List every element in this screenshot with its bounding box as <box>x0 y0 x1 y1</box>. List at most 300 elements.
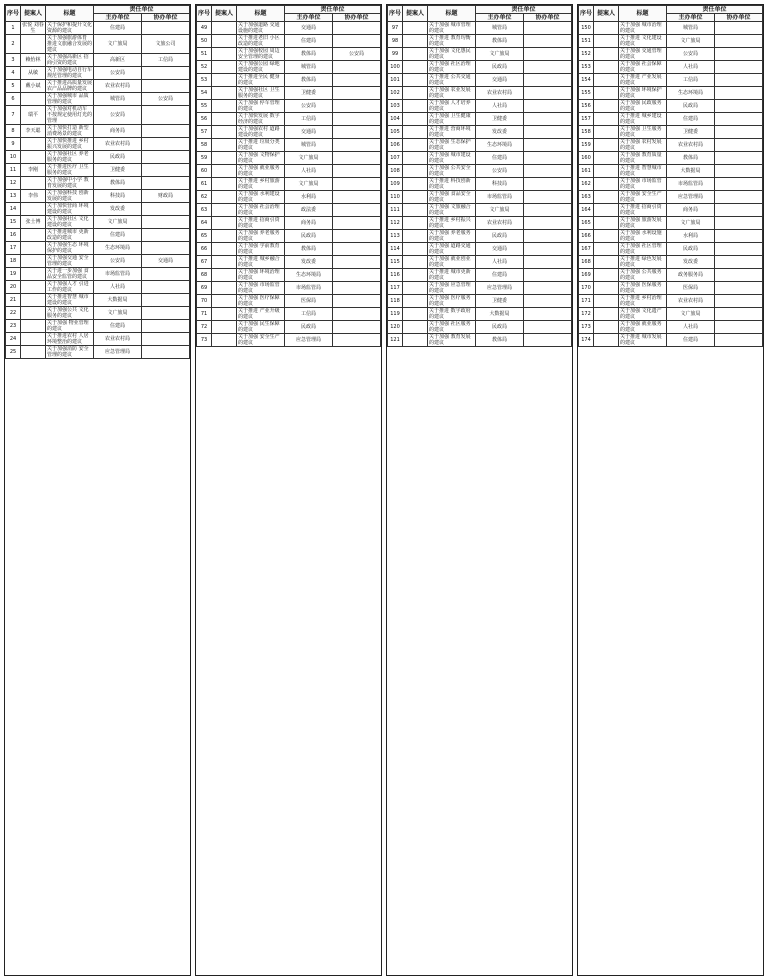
row-proposer-cell <box>212 243 237 256</box>
row-assist-unit-cell <box>142 138 190 151</box>
row-title-cell: 关于加强 公共安全的建议 <box>428 165 476 178</box>
row-title-cell: 关于保护和提升文化 资源的建议 <box>47 22 93 34</box>
table-row <box>6 125 190 138</box>
row-proposer-cell <box>21 346 46 359</box>
row-seq-cell: 102 <box>388 87 403 100</box>
row-main-unit-cell: 农业农村局 <box>94 80 142 93</box>
table-row <box>388 165 572 178</box>
row-proposer-cell <box>594 165 619 178</box>
table-row <box>388 243 572 256</box>
row-assist-unit-cell <box>333 191 381 204</box>
row-seq-cell: 57 <box>197 126 212 139</box>
table-row <box>197 61 381 74</box>
row-assist-unit-cell <box>142 22 190 35</box>
table-row <box>388 126 572 139</box>
row-seq-cell: 109 <box>388 178 403 191</box>
row-proposer-cell <box>403 204 428 217</box>
row-proposer-cell <box>212 204 237 217</box>
row-assist-unit-cell <box>715 256 763 269</box>
table-row <box>6 67 190 80</box>
row-title-cell: 关于推进 乡村振兴的建议 <box>428 217 476 230</box>
row-assist-unit-cell <box>333 178 381 191</box>
row-assist-unit-cell <box>333 126 381 139</box>
row-assist-unit-cell <box>715 269 763 282</box>
table-row <box>388 308 572 321</box>
table-row <box>6 190 190 203</box>
table-row <box>6 346 190 359</box>
row-seq-cell: 22 <box>6 307 21 320</box>
row-proposer-cell: 张士博 <box>21 216 46 229</box>
table-row <box>197 22 381 35</box>
row-title-cell: 关于推进 招商引资的建议 <box>619 204 667 217</box>
row-main-unit-cell: 文广旅局 <box>667 217 715 230</box>
table-row <box>388 113 572 126</box>
row-proposer-cell <box>212 217 237 230</box>
row-assist-unit-cell <box>524 48 572 61</box>
row-proposer-cell <box>403 295 428 308</box>
row-proposer-cell <box>403 35 428 48</box>
row-proposer-cell: 戴小斌 <box>21 80 46 93</box>
row-proposer-cell <box>212 126 237 139</box>
row-main-unit-cell: 科技局 <box>476 178 524 191</box>
row-assist-unit-cell <box>524 295 572 308</box>
table-row <box>579 217 763 230</box>
header-title: 标题 <box>428 6 476 22</box>
row-title-cell: 关于加强 水利建设的建议 <box>237 191 285 204</box>
table-row <box>6 35 190 54</box>
row-main-unit-cell: 市场监管局 <box>94 268 142 281</box>
row-title-cell: 关于加强 应急管理的建议 <box>428 282 476 295</box>
row-assist-unit-cell <box>333 165 381 178</box>
row-assist-unit-cell <box>715 204 763 217</box>
row-main-unit-cell: 大数据局 <box>667 165 715 178</box>
row-proposer-cell <box>212 35 237 48</box>
row-assist-unit-cell <box>333 152 381 165</box>
row-assist-unit-cell <box>333 22 381 35</box>
row-assist-unit-cell <box>715 100 763 113</box>
row-main-unit-cell: 文广旅局 <box>285 178 333 191</box>
row-title-cell: 关于加强社区 卫生服务的建议 <box>237 87 285 100</box>
row-assist-unit-cell <box>142 203 190 216</box>
row-assist-unit-cell <box>142 346 190 359</box>
table-body <box>197 22 381 347</box>
table-column-4 <box>577 4 764 976</box>
table-row <box>6 216 190 229</box>
row-proposer-cell <box>212 308 237 321</box>
row-proposer-cell <box>21 307 46 320</box>
row-title-cell: 关于加强旅游体育 推进文旅融合发展的建议 <box>47 35 93 53</box>
row-main-unit-cell: 教体局 <box>285 74 333 87</box>
header-seq: 序号 <box>388 6 403 22</box>
row-assist-unit-cell: 工信局 <box>142 54 190 67</box>
table-row <box>6 138 190 151</box>
table-row <box>6 229 190 242</box>
table-row <box>6 268 190 281</box>
row-proposer-cell: 赖怡林 <box>21 54 46 67</box>
row-main-unit-cell: 人社局 <box>94 281 142 294</box>
header-responsible: 责任单位 <box>94 6 190 14</box>
row-title-cell: 关于推进农村 人居环境整治的建议 <box>46 333 94 346</box>
table-row <box>579 113 763 126</box>
row-seq-cell: 8 <box>6 125 21 138</box>
row-seq-cell: 120 <box>388 321 403 334</box>
row-proposer-cell <box>403 22 428 35</box>
row-assist-unit-cell <box>333 243 381 256</box>
row-assist-unit-cell <box>715 191 763 204</box>
header-proposer: 提案人 <box>212 6 237 22</box>
row-main-unit-cell: 公安局 <box>285 100 333 113</box>
row-proposer-cell <box>594 22 619 35</box>
row-assist-unit-cell <box>142 268 190 281</box>
row-main-unit-cell: 交通局 <box>285 126 333 139</box>
row-main-unit-cell: 发改委 <box>94 203 142 216</box>
row-main-unit-cell: 住建局 <box>667 334 715 347</box>
table-row <box>579 178 763 191</box>
row-main-unit-cell: 民政局 <box>285 230 333 243</box>
row-assist-unit-cell <box>524 100 572 113</box>
row-title-cell: 关于进一步加强 食品安全监管的建议 <box>46 268 94 281</box>
row-main-unit-cell: 农业农村局 <box>667 139 715 152</box>
row-main-unit-cell: 交通局 <box>285 22 333 35</box>
row-main-unit-cell: 城管局 <box>285 139 333 152</box>
row-seq-cell: 54 <box>197 87 212 100</box>
row-assist-unit-cell <box>142 216 190 229</box>
row-title-cell: 关于加强高新区 招商引资的建议 <box>46 54 94 67</box>
row-seq-cell: 16 <box>6 229 21 242</box>
table-row <box>388 87 572 100</box>
row-main-unit-cell: 文广旅局 <box>94 307 142 320</box>
table-row <box>388 191 572 204</box>
row-assist-unit-cell <box>524 22 572 35</box>
row-title-cell: 关于加强公共 文化服务的建议 <box>46 307 94 320</box>
row-proposer-cell <box>403 269 428 282</box>
row-proposer-cell <box>403 178 428 191</box>
row-assist-unit-cell <box>524 165 572 178</box>
row-title-cell: 关于加强 生态保护的建议 <box>428 139 476 152</box>
row-title-cell: 关于加强交通 安全管理的建议 <box>46 255 94 268</box>
row-proposer-cell <box>594 100 619 113</box>
header-title: 标题 <box>237 6 285 22</box>
row-assist-unit-cell <box>142 294 190 307</box>
row-main-unit-cell: 住建局 <box>476 269 524 282</box>
row-title-cell: 关于加强 民生保障的建议 <box>237 321 285 334</box>
row-seq-cell: 56 <box>197 113 212 126</box>
row-title-cell: 关于推进 产业升级的建议 <box>237 308 285 321</box>
row-seq-cell: 24 <box>6 333 21 346</box>
row-seq-cell: 169 <box>579 269 594 282</box>
table-row <box>197 113 381 126</box>
row-main-unit-cell: 生态环境局 <box>476 139 524 152</box>
row-main-unit-cell: 民政局 <box>476 230 524 243</box>
row-proposer-cell <box>212 295 237 308</box>
row-main-unit-cell: 医保局 <box>667 282 715 295</box>
row-proposer-cell <box>21 281 46 294</box>
row-assist-unit-cell <box>142 307 190 320</box>
row-title-cell: 关于加强对机动车 不按规定使用灯光的管理 <box>47 106 93 124</box>
row-seq-cell: 116 <box>388 269 403 282</box>
row-main-unit-cell: 卫健委 <box>285 87 333 100</box>
row-title-cell: 关于加强 安全生产的建议 <box>619 191 667 204</box>
row-seq-cell: 98 <box>388 35 403 48</box>
row-seq-cell: 165 <box>579 217 594 230</box>
row-proposer-cell <box>21 294 46 307</box>
row-main-unit-cell: 文广旅局 <box>667 308 715 321</box>
table-row <box>388 152 572 165</box>
table-row <box>579 204 763 217</box>
row-proposer-cell <box>212 321 237 334</box>
row-seq-cell: 172 <box>579 308 594 321</box>
row-seq-cell: 99 <box>388 48 403 61</box>
row-main-unit-cell: 教体局 <box>476 35 524 48</box>
proposal-table <box>196 5 381 347</box>
row-seq-cell: 105 <box>388 126 403 139</box>
table-row <box>388 100 572 113</box>
row-title-cell: 关于推进 乡村旅游的建议 <box>237 178 285 191</box>
row-proposer-cell <box>403 243 428 256</box>
row-proposer-cell <box>403 74 428 87</box>
table-row <box>388 230 572 243</box>
row-main-unit-cell: 文广旅局 <box>476 204 524 217</box>
table-row <box>197 321 381 334</box>
table-row <box>579 230 763 243</box>
row-title-cell: 关于加强社区 文化建设的建议 <box>46 216 94 229</box>
row-proposer-cell <box>21 242 46 255</box>
row-assist-unit-cell <box>524 321 572 334</box>
row-proposer-cell <box>212 152 237 165</box>
row-title-cell: 关于加强 文旅融合的建议 <box>428 204 476 217</box>
row-assist-unit-cell: 公安局 <box>333 48 381 61</box>
row-main-unit-cell: 公安局 <box>94 106 142 125</box>
row-main-unit-cell: 市场监管局 <box>476 191 524 204</box>
row-title-cell: 关于加强 社区管理的建议 <box>619 243 667 256</box>
header-seq: 序号 <box>579 6 594 22</box>
row-proposer-cell <box>594 230 619 243</box>
table-row <box>579 321 763 334</box>
row-seq-cell: 106 <box>388 139 403 152</box>
row-title-cell: 关于推进高质量发展 农产品品牌的建议 <box>47 80 93 92</box>
row-proposer-cell <box>212 230 237 243</box>
row-seq-cell: 164 <box>579 204 594 217</box>
row-proposer-cell <box>594 61 619 74</box>
table-row <box>6 333 190 346</box>
row-assist-unit-cell <box>333 230 381 243</box>
row-title-cell: 关于加强电动自行车 规范管理的建议 <box>47 67 93 79</box>
row-main-unit-cell: 农业农村局 <box>476 217 524 230</box>
table-row <box>6 80 190 93</box>
row-assist-unit-cell <box>715 334 763 347</box>
row-proposer-cell <box>594 243 619 256</box>
row-title-cell: 关于推进 智慧城市的建议 <box>619 165 667 178</box>
table-row <box>197 139 381 152</box>
row-seq-cell: 67 <box>197 256 212 269</box>
row-title-cell: 关于加强 市场监管的建议 <box>619 178 667 191</box>
table-row <box>197 204 381 217</box>
row-seq-cell: 69 <box>197 282 212 295</box>
table-row <box>6 22 190 35</box>
row-title-cell: 关于加强 卫生服务的建议 <box>619 126 667 139</box>
row-title-cell: 关于推进 招商引资的建议 <box>237 217 285 230</box>
row-assist-unit-cell: 文旅公司 <box>142 35 190 54</box>
row-main-unit-cell: 教体局 <box>285 48 333 61</box>
row-seq-cell: 10 <box>6 151 21 164</box>
row-assist-unit-cell <box>142 151 190 164</box>
row-assist-unit-cell <box>333 282 381 295</box>
header-main-unit: 主办单位 <box>667 14 715 22</box>
table-row <box>388 139 572 152</box>
table-row <box>197 282 381 295</box>
row-main-unit-cell: 应急管理局 <box>285 334 333 347</box>
row-main-unit-cell: 人社局 <box>476 100 524 113</box>
row-main-unit-cell: 交通局 <box>476 243 524 256</box>
row-assist-unit-cell <box>524 87 572 100</box>
table-row <box>6 93 190 106</box>
row-seq-cell: 52 <box>197 61 212 74</box>
row-proposer-cell <box>594 269 619 282</box>
row-seq-cell: 100 <box>388 61 403 74</box>
row-proposer-cell <box>21 229 46 242</box>
row-seq-cell: 15 <box>6 216 21 229</box>
row-main-unit-cell: 卫健委 <box>94 164 142 177</box>
table-row <box>388 282 572 295</box>
row-title-cell: 关于加强科技 创新发展的建议 <box>46 190 94 203</box>
table-row <box>579 191 763 204</box>
row-proposer-cell <box>212 48 237 61</box>
row-seq-cell: 166 <box>579 230 594 243</box>
row-title-cell: 关于加强 养老服务的建议 <box>428 230 476 243</box>
row-seq-cell: 20 <box>6 281 21 294</box>
row-proposer-cell: 李伟 <box>21 190 46 203</box>
row-assist-unit-cell <box>524 191 572 204</box>
row-main-unit-cell: 文广旅局 <box>94 35 142 54</box>
row-title-cell: 关于加强农村 道路建设的建议 <box>237 126 285 139</box>
row-seq-cell: 66 <box>197 243 212 256</box>
row-title-cell: 关于加强 民政服务的建议 <box>619 100 667 113</box>
row-title-cell: 关于加强 学前教育的建议 <box>237 243 285 256</box>
row-title-cell: 关于加强 水利设施的建议 <box>619 230 667 243</box>
table-row <box>197 48 381 61</box>
row-title-cell: 关于推进 城乡建设的建议 <box>619 113 667 126</box>
row-seq-cell: 97 <box>388 22 403 35</box>
row-title-cell: 关于加强 旅游发展的建议 <box>619 217 667 230</box>
row-main-unit-cell: 文广旅局 <box>285 152 333 165</box>
row-main-unit-cell: 应急管理局 <box>476 282 524 295</box>
row-main-unit-cell: 大数据局 <box>94 294 142 307</box>
row-proposer-cell <box>594 35 619 48</box>
row-proposer-cell <box>594 126 619 139</box>
row-title-cell: 关于加强 食品安全的建议 <box>428 191 476 204</box>
row-seq-cell: 160 <box>579 152 594 165</box>
row-assist-unit-cell <box>333 256 381 269</box>
row-main-unit-cell: 商务局 <box>667 204 715 217</box>
table-row <box>579 308 763 321</box>
row-assist-unit-cell <box>524 152 572 165</box>
row-assist-unit-cell <box>715 113 763 126</box>
row-proposer-cell <box>212 282 237 295</box>
row-seq-cell: 25 <box>6 346 21 359</box>
row-title-cell: 关于加快推进 乡村振兴发展的建议 <box>46 138 94 151</box>
table-row <box>197 87 381 100</box>
table-row <box>388 35 572 48</box>
table-row <box>388 217 572 230</box>
table-row <box>579 61 763 74</box>
row-main-unit-cell: 民政局 <box>94 151 142 164</box>
row-seq-cell: 50 <box>197 35 212 48</box>
row-proposer-cell <box>212 87 237 100</box>
row-title-cell: 关于加强 安全生产的建议 <box>237 334 285 347</box>
table-body <box>6 22 190 359</box>
row-proposer-cell <box>403 308 428 321</box>
row-main-unit-cell: 发改委 <box>476 126 524 139</box>
row-title-cell: 关于加快发展 数字经济的建议 <box>237 113 285 126</box>
row-proposer-cell <box>212 22 237 35</box>
row-seq-cell: 53 <box>197 74 212 87</box>
row-title-cell: 关于加强人才 引进工作的建议 <box>46 281 94 294</box>
row-title-cell: 关于加强 人才培养的建议 <box>428 100 476 113</box>
header-responsible: 责任单位 <box>285 6 381 14</box>
table-column-1 <box>4 4 191 976</box>
row-main-unit-cell: 住建局 <box>94 320 142 333</box>
row-proposer-cell <box>212 139 237 152</box>
row-assist-unit-cell: 公安局 <box>142 93 190 106</box>
row-seq-cell: 153 <box>579 61 594 74</box>
row-assist-unit-cell <box>524 256 572 269</box>
row-title-cell: 关于加强 城市管理的建议 <box>428 22 476 35</box>
row-title-cell: 关于加强 物业管理的建议 <box>46 320 94 333</box>
row-assist-unit-cell <box>715 178 763 191</box>
row-proposer-cell <box>594 139 619 152</box>
row-proposer-cell <box>212 113 237 126</box>
row-assist-unit-cell <box>524 139 572 152</box>
row-seq-cell: 159 <box>579 139 594 152</box>
row-seq-cell: 4 <box>6 67 21 80</box>
row-main-unit-cell: 城管局 <box>94 93 142 106</box>
table-row <box>197 243 381 256</box>
row-seq-cell: 12 <box>6 177 21 190</box>
table-row <box>6 151 190 164</box>
header-proposer: 提案人 <box>21 6 46 22</box>
table-row <box>197 256 381 269</box>
row-main-unit-cell: 住建局 <box>285 35 333 48</box>
row-main-unit-cell: 人社局 <box>285 165 333 178</box>
header-seq: 序号 <box>6 6 21 22</box>
row-seq-cell: 19 <box>6 268 21 281</box>
row-assist-unit-cell <box>524 61 572 74</box>
row-title-cell: 关于加强 教育质量的建议 <box>619 152 667 165</box>
row-proposer-cell <box>212 334 237 347</box>
row-title-cell: 关于推进 科技创新的建议 <box>428 178 476 191</box>
row-seq-cell: 51 <box>197 48 212 61</box>
row-assist-unit-cell <box>524 113 572 126</box>
row-assist-unit-cell <box>715 282 763 295</box>
row-seq-cell: 107 <box>388 152 403 165</box>
row-title-cell: 关于推进医疗 卫生服务的建议 <box>46 164 94 177</box>
row-seq-cell: 21 <box>6 294 21 307</box>
row-proposer-cell <box>21 203 46 216</box>
table-column-3 <box>386 4 573 976</box>
row-assist-unit-cell <box>333 334 381 347</box>
row-main-unit-cell: 卫健委 <box>667 126 715 139</box>
table-row <box>197 35 381 48</box>
row-title-cell: 关于加强 就业服务的建议 <box>237 165 285 178</box>
table-row <box>579 74 763 87</box>
row-title-cell: 关于加强 教育发展的建议 <box>428 334 476 347</box>
table-row <box>579 87 763 100</box>
row-assist-unit-cell <box>333 295 381 308</box>
row-main-unit-cell: 民政局 <box>285 321 333 334</box>
row-seq-cell: 101 <box>388 74 403 87</box>
row-proposer-cell <box>403 334 428 347</box>
row-main-unit-cell: 政法委 <box>285 204 333 217</box>
